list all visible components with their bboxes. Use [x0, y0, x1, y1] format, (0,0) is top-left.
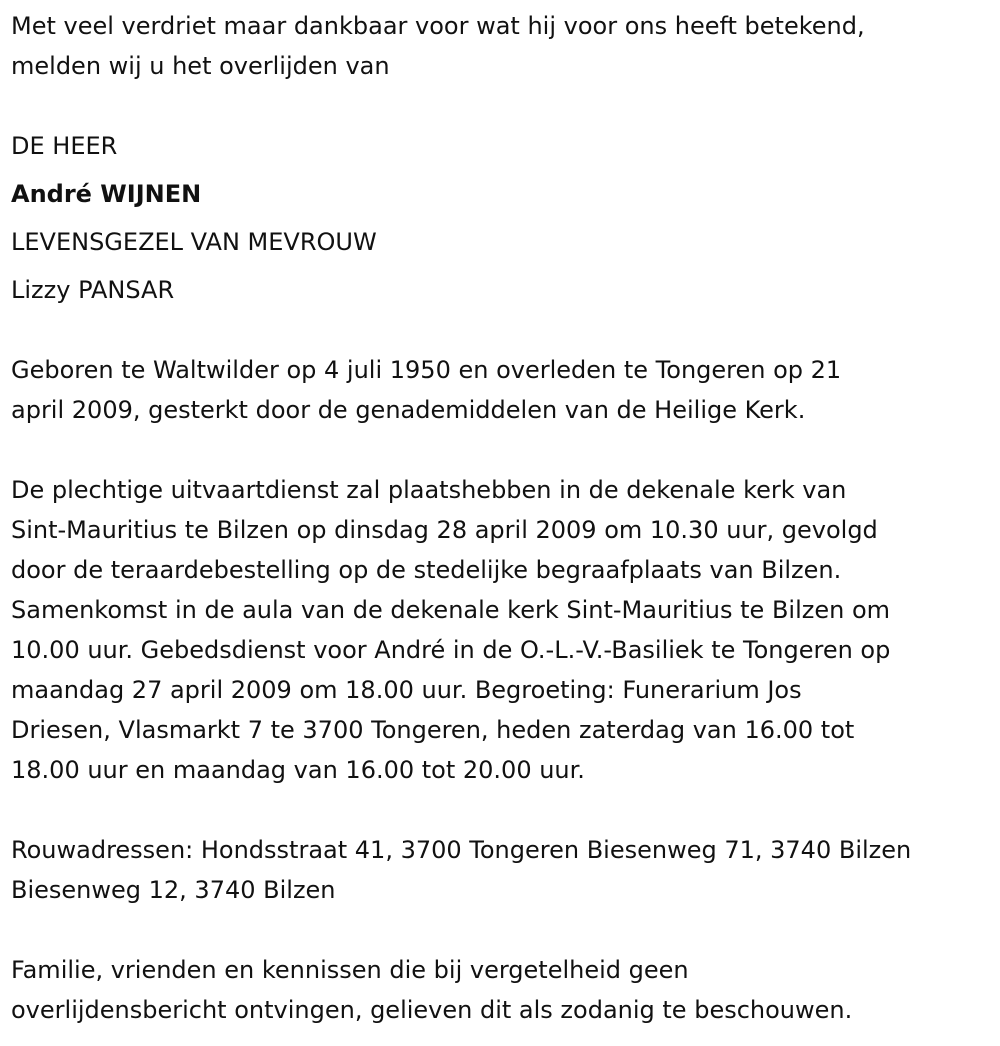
honorific-title: DE HEER: [11, 132, 118, 160]
addresses-paragraph: [11, 830, 991, 910]
service-line: 10.00 uur. Gebedsdienst voor André in de O.-L.-V.-Basiliek te Tongeren op: [11, 636, 891, 664]
intro-line: melden wij u het overlijden van: [11, 52, 390, 80]
person-block: [11, 126, 991, 310]
birth-death-line: april 2009, gesterkt door de genademiddelen van de Heilige Kerk.: [11, 396, 806, 424]
service-line: door de teraardebestelling op de stedelijke begraafplaats van Bilzen.: [11, 556, 842, 584]
deceased-name: André WIJNEN: [11, 180, 202, 208]
closing-paragraph: [11, 950, 991, 1030]
birth-death-line: Geboren te Waltwilder op 4 juli 1950 en overleden te Tongeren op 21: [11, 356, 842, 384]
birth-death-paragraph: [11, 350, 991, 430]
service-line: Driesen, Vlasmarkt 7 te 3700 Tongeren, heden zaterdag van 16.00 tot: [11, 716, 855, 744]
service-line: maandag 27 april 2009 om 18.00 uur. Begroeting: Funerarium Jos: [11, 676, 802, 704]
intro-line: Met veel verdriet maar dankbaar voor wat hij voor ons heeft betekend,: [11, 12, 865, 40]
paragraph-gap: [11, 86, 991, 126]
service-paragraph: [11, 470, 991, 790]
address-line: Rouwadressen: Hondsstraat 41, 3700 Tongeren Biesenweg 71, 3740 Bilzen: [11, 836, 912, 864]
paragraph-gap: [11, 790, 991, 830]
address-line: Biesenweg 12, 3740 Bilzen: [11, 876, 336, 904]
service-line: 18.00 uur en maandag van 16.00 tot 20.00 uur.: [11, 756, 585, 784]
paragraph-gap: [11, 430, 991, 470]
closing-line: overlijdensbericht ontvingen, gelieven dit als zodanig te beschouwen.: [11, 996, 853, 1024]
closing-line: Familie, vrienden en kennissen die bij vergetelheid geen: [11, 956, 689, 984]
obituary-document: [11, 6, 991, 1030]
partner-name: Lizzy PANSAR: [11, 276, 175, 304]
intro-paragraph: [11, 6, 991, 86]
paragraph-gap: [11, 310, 991, 350]
paragraph-gap: [11, 910, 991, 950]
relation-line: LEVENSGEZEL VAN MEVROUW: [11, 228, 377, 256]
service-line: Sint-Mauritius te Bilzen op dinsdag 28 april 2009 om 10.30 uur, gevolgd: [11, 516, 878, 544]
service-line: De plechtige uitvaartdienst zal plaatshebben in de dekenale kerk van: [11, 476, 847, 504]
service-line: Samenkomst in de aula van de dekenale kerk Sint-Mauritius te Bilzen om: [11, 596, 891, 624]
